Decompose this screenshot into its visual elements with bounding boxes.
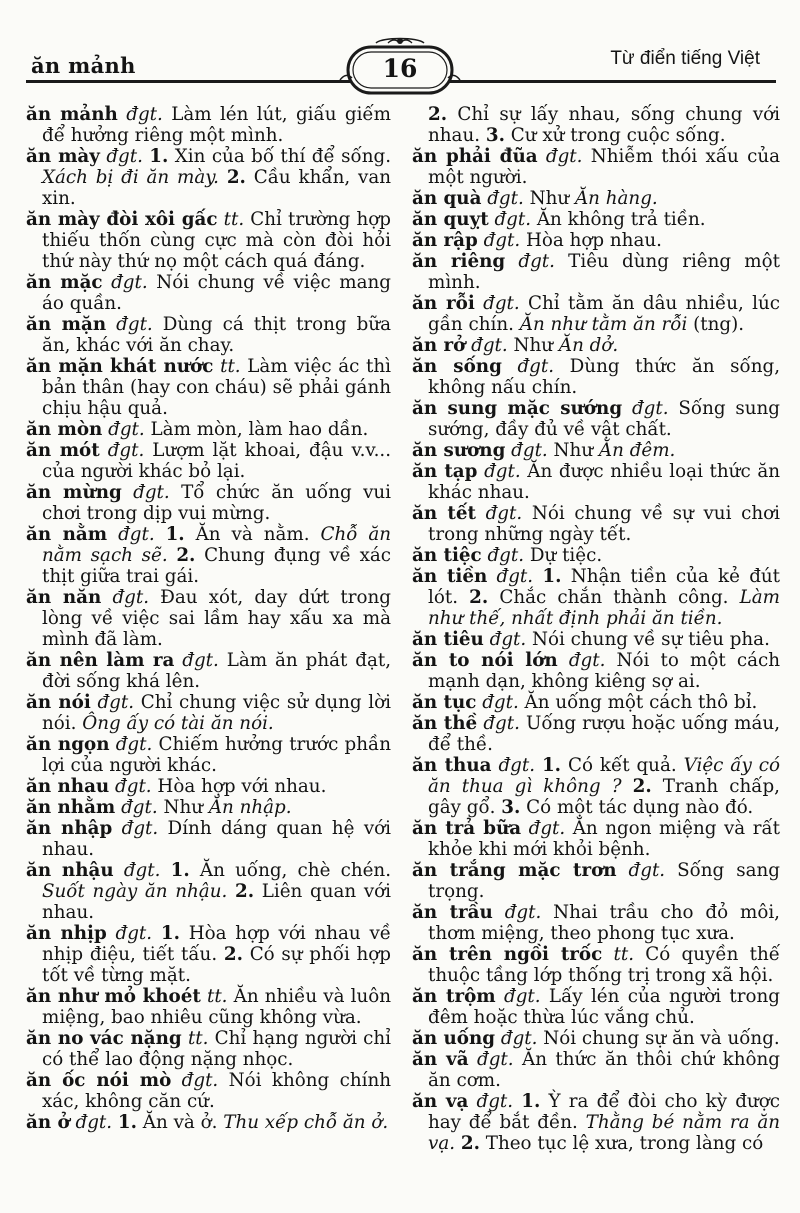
definition-text [155, 524, 166, 545]
space [103, 272, 112, 293]
dictionary-entry [412, 1049, 780, 1091]
page-number: 16 [382, 54, 418, 83]
definition-text: Đau xót, day dứt trong lòng về việc sai lầm hay xấu xa mà mình đã làm. [42, 587, 391, 650]
dictionary-entry [412, 335, 780, 356]
headword: ăn vạ [412, 1091, 469, 1112]
headword: ăn riêng [412, 251, 506, 272]
part-of-speech: đgt. [628, 860, 666, 881]
headword: ăn trả bữa [412, 818, 522, 839]
part-of-speech: đgt. [485, 503, 523, 524]
part-of-speech: tt. [187, 1028, 209, 1049]
part-of-speech: đgt. [482, 692, 519, 713]
part-of-speech: đgt. [487, 188, 524, 209]
part-of-speech: đgt. [545, 146, 583, 167]
dictionary-entry [412, 713, 780, 755]
page-header [0, 0, 800, 100]
sense-number: 1. [541, 755, 562, 776]
dictionary-entry [26, 1028, 391, 1070]
headword: ăn mừng [26, 482, 122, 503]
definition-text: Tranh chấp, gây gổ. [428, 776, 780, 818]
sense-number: 3. [501, 797, 521, 818]
definition-text: Ăn uống một cách thô bỉ. [518, 692, 758, 713]
definition-text: Chung đụng về xác thịt giữa trai gái. [42, 545, 392, 587]
space [496, 986, 504, 1007]
dictionary-entry [26, 1070, 391, 1112]
definition-text: Ăn uống, chè chén. [189, 860, 392, 881]
dictionary-entry [26, 650, 391, 692]
example-text: Ông ấy có tài ăn nói. [82, 713, 274, 734]
definition-text: Cầu khẩn, van xin. [42, 167, 392, 209]
definition-text: Có một tác dụng nào đó. [520, 797, 754, 818]
part-of-speech: đgt. [182, 650, 219, 671]
dictionary-entry [412, 902, 780, 944]
part-of-speech: đgt. [504, 986, 541, 1007]
part-of-speech: đgt. [528, 818, 566, 839]
page-number-ornament [338, 37, 462, 99]
part-of-speech: đgt. [484, 461, 521, 482]
part-of-speech: đgt. [75, 1112, 113, 1133]
definition-text: Hòa hợp với nhau. [151, 776, 327, 797]
part-of-speech: đgt. [115, 923, 153, 944]
example-text: Suốt ngày ăn nhậu. [42, 881, 228, 902]
header-rule-right [448, 80, 776, 83]
part-of-speech: đgt. [517, 356, 555, 377]
example-text: Xách bị đi ăn mày. [42, 167, 219, 188]
sense-number: 1. [160, 923, 180, 944]
space [107, 524, 118, 545]
dictionary-entry [26, 986, 391, 1028]
definition-text: Chỉ chung việc sử dụng lời nói. [42, 692, 392, 734]
headword: ăn trên ngồi trốc [412, 944, 603, 965]
dictionary-entry [412, 545, 780, 566]
headword: ăn ở [26, 1112, 70, 1133]
space [114, 860, 124, 881]
definition-text: Cư xử trong cuộc sống. [504, 125, 726, 146]
part-of-speech: đgt. [123, 860, 161, 881]
headword: ăn mặn [26, 314, 107, 335]
dictionary-entry [26, 104, 391, 146]
sense-number: 2. [460, 1133, 480, 1154]
definition-text: Nhiễm thói xấu của một người. [428, 146, 780, 188]
definition-text: Tổ chức ăn uống vui chơi trong dịp vui mừng. [42, 482, 392, 524]
part-of-speech: tt. [220, 356, 241, 377]
definition-text: Ăn và nằm. [184, 524, 321, 545]
definition-text: Làm mòn, làm hao dần. [144, 419, 369, 440]
dictionary-entry [412, 692, 780, 713]
dictionary-entry [412, 293, 780, 335]
definition-text: Ăn nhiều và luôn miệng, bao nhiêu cũng không vừa. [42, 986, 392, 1028]
headword: ăn tiệc [412, 545, 482, 566]
dictionary-entry [26, 146, 391, 209]
dictionary-entry [26, 482, 391, 524]
example-text: Ăn nhập. [208, 797, 292, 818]
dictionary-entry [412, 461, 780, 503]
definition-text: Sống sung sướng, đầy đủ về vật chất. [428, 398, 781, 440]
definition-text: Dính dáng quan hệ với nhau. [42, 818, 392, 860]
part-of-speech: đgt. [631, 398, 669, 419]
part-of-speech: đgt. [568, 650, 606, 671]
dictionary-entry [26, 524, 391, 587]
definition-text [160, 860, 170, 881]
header-rule-left [26, 80, 352, 83]
definition-text: Dùng cá thịt trong bữa ăn, khác với ăn chay. [42, 314, 392, 356]
part-of-speech: đgt. [121, 818, 159, 839]
definition-text [535, 755, 542, 776]
dictionary-entry [412, 356, 780, 398]
part-of-speech: đgt. [476, 1091, 514, 1112]
space [100, 440, 108, 461]
headword: ăn năn [26, 587, 102, 608]
headword: ăn phải đũa [412, 146, 538, 167]
part-of-speech: đgt. [494, 209, 532, 230]
part-of-speech: đgt. [483, 230, 521, 251]
definition-text: Dùng thức ăn sống, không nấu chín. [428, 356, 781, 398]
definition-text: Ăn không trả tiền. [531, 209, 706, 230]
example-text: Việc ấy có ăn thua gì không ? [428, 755, 781, 797]
definition-text: Nói to một cách mạnh dạn, không kiêng sợ ai. [428, 650, 780, 692]
definition-text: Như [507, 335, 559, 356]
dictionary-entry [412, 566, 780, 629]
part-of-speech: đgt. [518, 251, 555, 272]
headword: ăn nằm [26, 524, 108, 545]
headword: ăn sung mặc sướng [412, 398, 623, 419]
dictionary-entry [26, 797, 391, 818]
part-of-speech: đgt. [133, 482, 170, 503]
headword: ăn ốc nói mò [26, 1070, 172, 1091]
definition-text: Nói chung về sự tiêu pha. [526, 629, 770, 650]
definition-text: Lấy lén của người trong đêm hoặc thừa lúc vắng chủ. [428, 986, 781, 1028]
headword: ăn trắng mặc trơn [412, 860, 617, 881]
definition-text: Có sự phối hợp tốt về từng mặt. [42, 944, 392, 986]
dictionary-entry [26, 209, 391, 272]
definition-text: Liên quan với nhau. [42, 881, 392, 923]
dictionary-entry [412, 650, 780, 692]
headword: ăn tiền [412, 566, 488, 587]
definition-text: Ăn ngon miệng và rất khỏe khi mới khỏi bệnh. [428, 818, 780, 860]
headword: ăn sương [412, 440, 506, 461]
definition-text: Dự tiệc. [524, 545, 603, 566]
definition-text: Làm lén lút, giấu giếm để hưởng riêng một mình. [42, 104, 391, 146]
definition-text: Xin của bố thí để sống. [168, 146, 391, 167]
example-text: Làm như thế, nhất định phải ăn tiền. [428, 587, 780, 629]
dictionary-entry [412, 188, 780, 209]
headword: ăn mày đòi xôi gấc [26, 209, 218, 230]
dictionary-entry [26, 860, 391, 923]
headword: ăn mòn [26, 419, 103, 440]
sense-number: 3. [485, 125, 505, 146]
part-of-speech: đgt. [511, 440, 548, 461]
definition-text: Chỉ sự lấy nhau, sống chung với nhau. [428, 104, 780, 146]
part-of-speech: đgt. [121, 797, 158, 818]
dictionary-entry [26, 1112, 391, 1133]
space [101, 587, 112, 608]
headword: ăn tiêu [412, 629, 484, 650]
headword: ăn quà [412, 188, 482, 209]
definition-text: Uống rượu hoặc uống máu, để thề. [428, 713, 781, 755]
definition-text: Nói chung về việc mang áo quần. [42, 272, 392, 314]
definition-text: Làm việc ác thì bản thân (hay con cháu) sẽ phải gánh chịu hậu quả. [42, 356, 391, 419]
headword: ăn mặc [26, 272, 103, 293]
headword: ăn nhậu [26, 860, 114, 881]
definition-text: (tng). [687, 314, 745, 335]
dictionary-entry [412, 146, 780, 188]
definition-text: Chiếm hưởng trước phần lợi của người khác. [42, 734, 391, 776]
definition-text: Lượm lặt khoai, đậu v.v... của người khác bỏ lại. [42, 440, 392, 482]
dictionary-entry [26, 692, 391, 734]
headword: ăn rập [412, 230, 478, 251]
definition-text: Nói không chính xác, không căn cứ. [42, 1070, 391, 1112]
sense-number: 1. [170, 860, 190, 881]
part-of-speech: đgt. [496, 566, 534, 587]
sense-number: 1. [165, 524, 185, 545]
part-of-speech: đgt. [108, 419, 145, 440]
part-of-speech: đgt. [471, 335, 508, 356]
dictionary-entry [26, 776, 391, 797]
space [475, 293, 483, 314]
headword: ăn tết [412, 503, 476, 524]
definition-text [152, 923, 161, 944]
dictionary-entry [412, 944, 780, 986]
space [487, 566, 496, 587]
example-text: Ăn hàng. [574, 188, 658, 209]
headword: ăn thua [412, 755, 492, 776]
guide-word: ăn mảnh [31, 53, 136, 78]
headword: ăn mót [26, 440, 100, 461]
part-of-speech: tt. [223, 209, 245, 230]
part-of-speech: đgt. [118, 524, 155, 545]
headword: ăn trộm [412, 986, 496, 1007]
headword: ăn nhau [26, 776, 110, 797]
part-of-speech: đgt. [477, 1049, 514, 1070]
definition-text: Ăn và ở. [136, 1112, 224, 1133]
definition-text: Nói chung sự ăn và uống. [537, 1028, 780, 1049]
sense-number: 2. [223, 944, 243, 965]
dictionary-entry [26, 356, 391, 419]
sense-number: 2. [234, 881, 255, 902]
headword: ăn nên làm ra [26, 650, 175, 671]
headword: ăn thề [412, 713, 478, 734]
dictionary-entry [26, 272, 391, 314]
headword: ăn ngọn [26, 734, 110, 755]
definition-text: Làm ăn phát đạt, đời sống khá lên. [42, 650, 392, 692]
sense-number: 2. [428, 104, 448, 125]
headword: ăn tục [412, 692, 477, 713]
definition-text [227, 881, 235, 902]
dictionary-entry [412, 251, 780, 293]
definition-text: Như [547, 440, 599, 461]
dictionary-entry [412, 1091, 780, 1154]
definition-text: Như [157, 797, 209, 818]
part-of-speech: tt. [613, 944, 635, 965]
dictionary-entry [26, 419, 391, 440]
dictionary-entry [412, 209, 780, 230]
definition-text: Có quyền thế thuộc tầng lớp thống trị trong xã hội. [428, 944, 781, 986]
definition-text: Hòa hợp nhau. [520, 230, 662, 251]
space [112, 818, 121, 839]
book-title: Từ điển tiếng Việt [610, 48, 760, 69]
definition-text: Hòa hợp với nhau về nhịp điệu, tiết tấu. [42, 923, 392, 965]
space [538, 146, 546, 167]
dictionary-entry [26, 587, 391, 650]
headword: ăn no vác nặng [26, 1028, 182, 1049]
definition-text: Có kết quả. [561, 755, 684, 776]
space [502, 356, 518, 377]
definition-text: Chỉ tằm ăn dâu nhiều, lúc gần chín. [428, 293, 780, 335]
example-text: Ăn đêm. [598, 440, 676, 461]
headword: ăn mặn khát nước [26, 356, 214, 377]
dictionary-entry [26, 818, 391, 860]
headword: ăn tạp [412, 461, 478, 482]
example-text: Thằng bé nằm ra ăn vạ. [428, 1112, 780, 1154]
part-of-speech: tt. [206, 986, 228, 1007]
definition-text: Nói chung về sự vui chơi trong những ngày tết. [428, 503, 780, 545]
headword: ăn quỵt [412, 209, 489, 230]
space [493, 902, 505, 923]
dictionary-entry [26, 734, 391, 776]
headword: ăn rỗi [412, 293, 475, 314]
dictionary-entry-continued [412, 104, 780, 146]
space [521, 818, 529, 839]
definition-text [219, 167, 227, 188]
dictionary-entry [26, 923, 391, 986]
space [505, 251, 518, 272]
part-of-speech: đgt. [498, 755, 535, 776]
headword: ăn mày [26, 146, 100, 167]
definition-text: Chắc chắn thành công. [488, 587, 740, 608]
right-column [412, 104, 780, 1154]
dictionary-entry [412, 503, 780, 545]
part-of-speech: đgt. [483, 293, 520, 314]
definition-text: Tiêu dùng riêng một mình. [428, 251, 780, 293]
space [617, 860, 629, 881]
dictionary-entry [412, 629, 780, 650]
sense-number: 1. [542, 566, 562, 587]
headword: ăn mảnh [26, 104, 118, 125]
headword: ăn nói [26, 692, 91, 713]
definition-text: Ăn được nhiều loại thức ăn khác nhau. [428, 461, 781, 503]
definition-text: Theo tục lệ xưa, trong làng có [479, 1133, 764, 1154]
sense-number: 1. [521, 1091, 541, 1112]
sense-number: 2. [632, 776, 652, 797]
part-of-speech: đgt. [106, 146, 143, 167]
space [476, 503, 486, 524]
sense-number: 2. [176, 545, 196, 566]
sense-number: 2. [226, 167, 246, 188]
part-of-speech: đgt. [97, 692, 135, 713]
dictionary-entry [412, 230, 780, 251]
space [602, 944, 613, 965]
part-of-speech: đgt. [107, 440, 145, 461]
space [558, 650, 569, 671]
part-of-speech: đgt. [504, 902, 542, 923]
sense-number: 2. [469, 587, 489, 608]
left-column [26, 104, 391, 1133]
dictionary-entry [412, 440, 780, 461]
part-of-speech: đgt. [115, 734, 153, 755]
sense-number: 1. [117, 1112, 137, 1133]
space [622, 398, 632, 419]
part-of-speech: đgt. [489, 629, 527, 650]
space [107, 923, 116, 944]
definition-text: Chỉ trường hợp thiếu thốn cùng cực mà còn đòi hỏi thứ này thứ nọ một cách quá đáng. [42, 209, 392, 272]
headword: ăn như mỏ khoét [26, 986, 201, 1007]
part-of-speech: đgt. [116, 314, 153, 335]
dictionary-entry [412, 755, 780, 818]
headword: ăn trầu [412, 902, 493, 923]
example-text: Chỗ ăn nằm sạch sẽ. [42, 524, 392, 566]
part-of-speech: đgt. [126, 104, 163, 125]
part-of-speech: đgt. [487, 545, 525, 566]
definition-text: Ăn thức ăn thôi chứ không ăn cơm. [428, 1049, 781, 1091]
definition-text [168, 545, 177, 566]
space [171, 1070, 181, 1091]
part-of-speech: đgt. [500, 1028, 538, 1049]
dictionary-entry [412, 818, 780, 860]
space [468, 1091, 476, 1112]
space [118, 104, 126, 125]
part-of-speech: đgt. [181, 1070, 219, 1091]
space [469, 1049, 477, 1070]
part-of-speech: đgt. [112, 587, 149, 608]
headword: ăn vã [412, 1049, 469, 1070]
space [122, 482, 133, 503]
definition-text: Chỉ hạng người chỉ có thể lao động nặng nhọc. [42, 1028, 392, 1070]
headword: ăn to nói lớn [412, 650, 558, 671]
space [106, 314, 116, 335]
definition-text: Ỳ ra để đòi cho kỳ được hay để bắt đền. [428, 1091, 780, 1133]
dictionary-entry [26, 440, 391, 482]
dictionary-entry [412, 986, 780, 1028]
dictionary-entry [412, 860, 780, 902]
headword: ăn nhập [26, 818, 113, 839]
headword: ăn nhịp [26, 923, 107, 944]
definition-text: Như [523, 188, 575, 209]
headword: ăn nhằm [26, 797, 116, 818]
definition-text: Nhai trầu cho đỏ môi, thơm miệng, theo phong tục xưa. [428, 902, 780, 944]
part-of-speech: đgt. [111, 272, 148, 293]
example-text: Thu xếp chỗ ăn ở. [223, 1112, 389, 1133]
dictionary-entry [412, 398, 780, 440]
sense-number: 1. [149, 146, 169, 167]
part-of-speech: đgt. [115, 776, 152, 797]
dictionary-entry [412, 1028, 780, 1049]
example-text: Ăn dở. [558, 335, 619, 356]
example-text: Ăn như tằm ăn rỗi [519, 314, 688, 335]
headword: ăn rở [412, 335, 466, 356]
definition-text: Nhận tiền của kẻ đút lót. [428, 566, 781, 608]
definition-text [622, 776, 633, 797]
headword: ăn sống [412, 356, 502, 377]
definition-text [533, 566, 542, 587]
part-of-speech: đgt. [483, 713, 520, 734]
dictionary-entry [26, 314, 391, 356]
headword: ăn uống [412, 1028, 496, 1049]
definition-text: Sống sang trọng. [428, 860, 780, 902]
